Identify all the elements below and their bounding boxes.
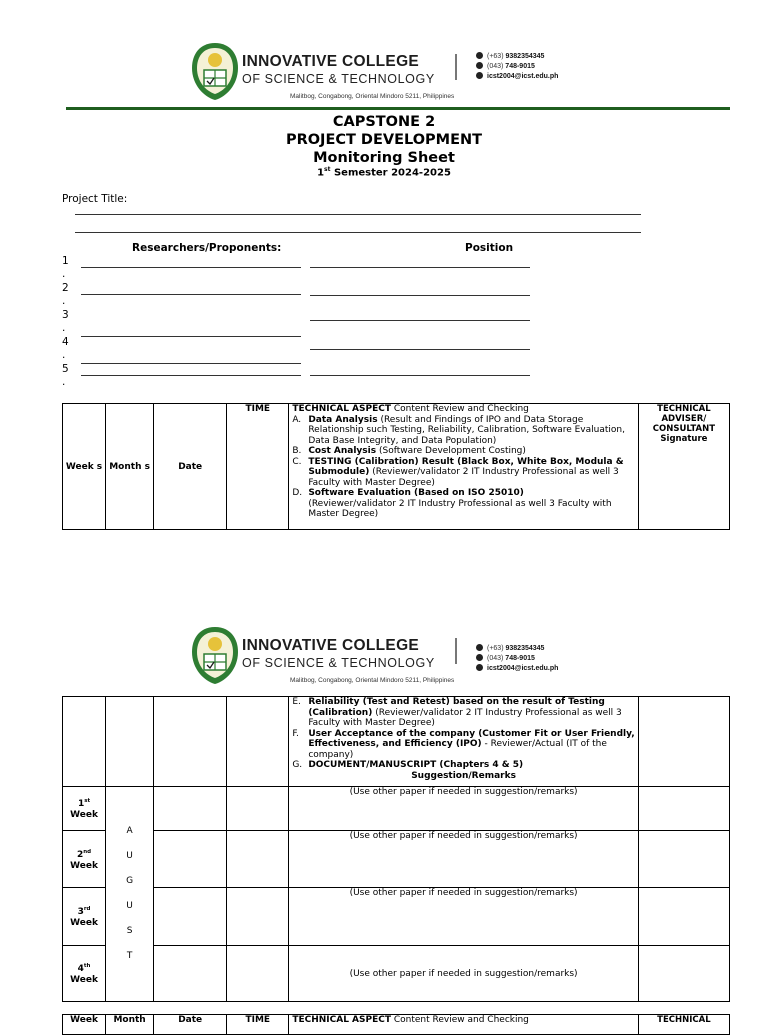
project-title-label: Project Title: — [62, 193, 128, 205]
email-contact: icst2004@icst.edu.ph — [476, 72, 558, 80]
monitoring-table-next — [62, 1014, 730, 1035]
telephone-icon — [476, 62, 483, 69]
time-cell[interactable] — [227, 831, 289, 888]
project-title-line-1[interactable] — [75, 214, 641, 215]
signature-cell[interactable] — [638, 831, 729, 888]
suggestion-cell[interactable]: (Use other paper if needed in suggestion/remarks) — [289, 787, 639, 831]
time-cell[interactable] — [227, 888, 289, 946]
phone-mobile: (+63) 9382354345 — [476, 644, 544, 652]
table-row — [63, 787, 730, 831]
technical-aspect-cell — [289, 404, 639, 530]
researcher-dot-4: . — [62, 349, 66, 361]
signature-cell[interactable] — [638, 946, 729, 1002]
time-cell[interactable] — [227, 946, 289, 1002]
suggestion-cell[interactable]: (Use other paper if needed in suggestion/remarks) — [289, 946, 639, 1002]
signature-cell[interactable] — [638, 787, 729, 831]
monitoring-table-header — [62, 403, 730, 530]
position-line-5[interactable] — [310, 375, 530, 376]
table-row — [63, 831, 730, 888]
item-d: D. Software Evaluation (Based on ISO 25010) (Reviewer/validator 2 IT Industry Professional as well 3 Faculty with Master Degree) — [292, 488, 612, 519]
monitoring-table-weeks — [62, 696, 730, 1002]
cont-time-cell — [227, 697, 289, 787]
college-seal-icon — [190, 624, 240, 686]
position-header: Position — [465, 242, 514, 254]
cont-signature-cell — [638, 697, 729, 787]
col-months: Month s — [106, 404, 154, 530]
researcher-number-1: 1 — [62, 255, 69, 267]
college-address: Malitbog, Congabong, Oriental Mindoro 5211, Philippines — [290, 677, 455, 684]
researcher-line-4[interactable] — [81, 363, 301, 364]
college-name-line1: INNOVATIVE COLLEGE — [242, 53, 420, 70]
week-1-label: 1st Week — [63, 787, 106, 831]
college-name-line2: OF SCIENCE & TECHNOLOGY — [242, 72, 435, 86]
date-cell[interactable] — [154, 888, 227, 946]
col-time: TIME — [227, 404, 289, 530]
item-c: C. TESTING (Calibration) Result (Black Box, White Box, Modula & Submodule) (Reviewer/validator 2 IT Industry Professional as well 3 Faculty with Master Degree) — [292, 456, 624, 488]
col-adviser-signature: TECHNICAL — [638, 1015, 729, 1035]
col-date: Date — [154, 404, 227, 530]
researcher-dot-1: . — [62, 268, 66, 280]
header-rule — [66, 107, 730, 110]
cont-weeks-cell — [63, 697, 106, 787]
email-icon — [476, 664, 483, 671]
telephone-icon — [476, 654, 483, 661]
technical-aspect-cont — [289, 697, 639, 787]
researcher-number-2: 2 — [62, 282, 69, 294]
semester-label: 1st Semester 2024-2025 — [317, 166, 451, 179]
week-3-label: 3rd Week — [63, 888, 106, 946]
phone-landline: (043) 748-9015 — [476, 654, 535, 662]
email-icon — [476, 72, 483, 79]
cont-months-cell — [106, 697, 154, 787]
cont-date-cell — [154, 697, 227, 787]
time-cell[interactable] — [227, 787, 289, 831]
email-contact: icst2004@icst.edu.ph — [476, 664, 558, 672]
date-cell[interactable] — [154, 946, 227, 1002]
col-weeks: Week s — [63, 404, 106, 530]
doc-title-line2: PROJECT DEVELOPMENT — [285, 132, 483, 148]
date-cell[interactable] — [154, 831, 227, 888]
item-f: F. User Acceptance of the company (Customer Fit or User Friendly, Effectiveness, and Efficiency (IPO) - Reviewer/Actual (IT of the company) — [292, 728, 635, 760]
col-date: Date — [154, 1015, 227, 1035]
table-row — [63, 946, 730, 1002]
phone-icon — [476, 52, 483, 59]
item-b: B. Cost Analysis (Software Development Costing) — [292, 446, 526, 456]
researcher-number-5: 5 — [62, 363, 69, 375]
col-weeks: Week — [63, 1015, 106, 1035]
researcher-line-5[interactable] — [81, 375, 301, 376]
position-line-4[interactable] — [310, 349, 530, 350]
item-e: E. Reliability (Test and Retest) based on the result of Testing (Calibration) (Reviewer/validator 2 IT Industry Professional as well 3 Faculty with Master Degree) — [292, 697, 622, 728]
item-g: G. DOCUMENT/MANUSCRIPT (Chapters 4 & 5) — [292, 760, 524, 770]
technical-aspect-heading: TECHNICAL ASPECT Content Review and Checking — [292, 404, 529, 414]
researcher-dot-5: . — [62, 376, 66, 388]
letterhead-divider — [455, 638, 457, 664]
col-adviser-signature: TECHNICAL ADVISER/ CONSULTANT Signature — [638, 404, 729, 530]
col-months: Month — [106, 1015, 154, 1035]
date-cell[interactable] — [154, 787, 227, 831]
position-line-2[interactable] — [310, 295, 530, 296]
suggestion-cell[interactable]: (Use other paper if needed in suggestion/remarks) — [289, 831, 639, 888]
col-time: TIME — [227, 1015, 289, 1035]
researcher-number-4: 4 — [62, 336, 69, 348]
signature-cell[interactable] — [638, 888, 729, 946]
college-address: Malitbog, Congabong, Oriental Mindoro 5211, Philippines — [290, 93, 455, 100]
month-august: A U G U S T — [106, 787, 154, 1002]
position-line-1[interactable] — [310, 267, 530, 268]
phone-icon — [476, 644, 483, 651]
position-line-3[interactable] — [310, 320, 530, 321]
item-a: A. Data Analysis (Result and Findings of IPO and Data Storage Relationship such Testing, Reliability, Calibration, Software Evaluation, Data Base Integrity, and Data Population) — [292, 414, 625, 446]
college-name-line2: OF SCIENCE & TECHNOLOGY — [242, 656, 435, 670]
researcher-line-3[interactable] — [81, 336, 301, 337]
doc-title-line3: Monitoring Sheet — [313, 150, 455, 166]
week-4-label: 4th Week — [63, 946, 106, 1002]
phone-mobile: (+63) 9382354345 — [476, 52, 544, 60]
suggestion-remarks-header: Suggestion/Remarks — [411, 770, 516, 781]
week-2-label: 2nd Week — [63, 831, 106, 888]
researcher-dot-3: . — [62, 322, 66, 334]
researchers-header: Researchers/Proponents: — [132, 242, 282, 254]
letterhead-divider — [455, 54, 457, 80]
researcher-dot-2: . — [62, 295, 66, 307]
table-row — [63, 888, 730, 946]
suggestion-cell[interactable]: (Use other paper if needed in suggestion/remarks) — [289, 888, 639, 946]
researcher-line-1[interactable] — [81, 267, 301, 268]
researcher-number-3: 3 — [62, 309, 69, 321]
letterhead — [190, 40, 590, 110]
letterhead-page2 — [190, 624, 590, 694]
doc-title-line1: CAPSTONE 2 — [332, 114, 436, 130]
technical-aspect-heading: TECHNICAL ASPECT Content Review and Checking — [289, 1015, 639, 1035]
phone-landline: (043) 748-9015 — [476, 62, 535, 70]
project-title-line-2[interactable] — [75, 232, 641, 233]
college-seal-icon — [190, 40, 240, 102]
college-name-line1: INNOVATIVE COLLEGE — [242, 637, 420, 654]
researcher-line-2[interactable] — [81, 294, 301, 295]
